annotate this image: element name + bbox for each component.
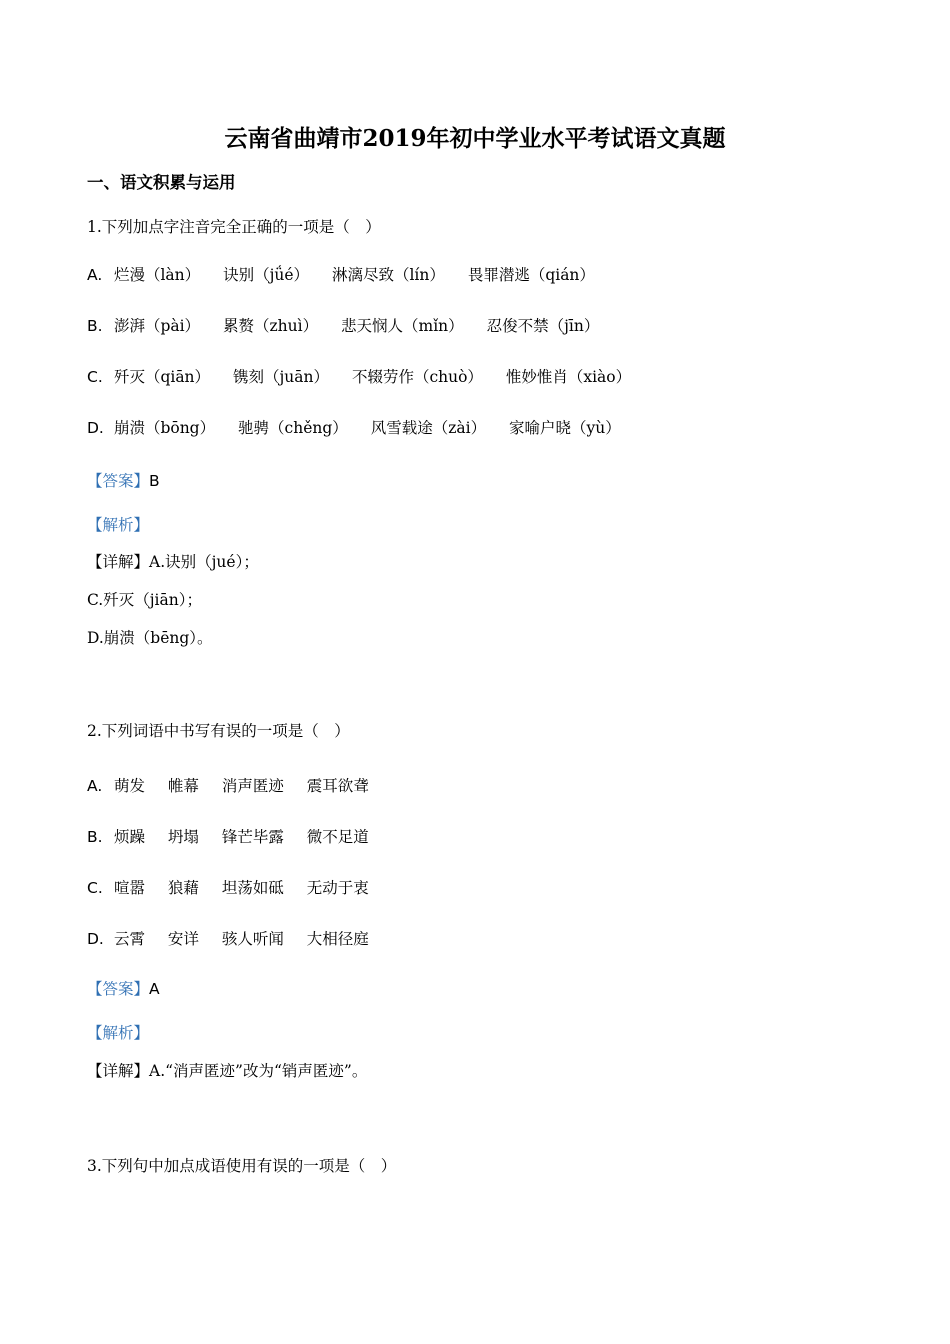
option-item: 诀别（jǘé） <box>223 266 310 284</box>
option-item: 大相径庭 <box>306 930 369 948</box>
option-item: 云霄 <box>113 930 145 948</box>
option-item: 萌发 <box>113 777 145 795</box>
option-item: 烦躁 <box>113 828 145 846</box>
option-letter: D. <box>87 930 104 948</box>
option-item: 累赘（zhuì） <box>223 317 319 335</box>
question-2-analysis-tag: 【解析】 <box>87 1024 150 1042</box>
option-item: 狼藉 <box>167 879 199 897</box>
question-2-answer <box>87 978 160 1000</box>
option-item: 锋芒毕露 <box>221 828 284 846</box>
option-item: 烂漫（làn） <box>113 266 201 284</box>
option-item: 淋漓尽致（lín） <box>331 266 445 284</box>
question-1-option-b <box>87 315 617 337</box>
option-letter: B. <box>87 828 103 846</box>
option-item: 骇人听闻 <box>221 930 284 948</box>
option-item: 不辍劳作（chuò） <box>351 368 483 386</box>
answer-tag: 【答案】 <box>87 980 150 998</box>
option-item: 坦荡如砥 <box>221 879 284 897</box>
question-2-option-c <box>87 877 387 899</box>
option-letter: A. <box>87 266 103 284</box>
option-item: 惟妙惟肖（xiào） <box>505 368 632 386</box>
option-item: 微不足道 <box>306 828 369 846</box>
page-title: 云南省曲靖市2019年初中学业水平考试语文真题 <box>224 125 726 152</box>
question-3-stem: 3.下列句中加点成语使用有误的一项是（ ） <box>87 1157 397 1175</box>
option-item: 镌刻（juān） <box>232 368 329 386</box>
question-1-detail-1: 【详解】A.诀别（jué）； <box>87 553 259 571</box>
option-letter: C. <box>87 879 103 897</box>
question-2-stem: 2.下列词语中书写有误的一项是（ ） <box>87 722 350 740</box>
option-item: 喧嚣 <box>113 879 145 897</box>
option-letter: D. <box>87 419 104 437</box>
answer-value: A <box>149 980 160 998</box>
question-2-detail: 【详解】A.“消声匿迹”改为“销声匿迹”。 <box>87 1062 368 1080</box>
answer-tag: 【答案】 <box>87 472 150 490</box>
option-item: 震耳欲聋 <box>306 777 369 795</box>
question-1-detail-3: D.崩溃（bēng）。 <box>87 629 213 647</box>
question-2-option-b <box>87 826 387 848</box>
option-item: 无动于衷 <box>306 879 369 897</box>
option-item: 帷幕 <box>167 777 199 795</box>
option-item: 歼灭（qiān） <box>113 368 211 386</box>
question-1-answer <box>87 470 160 492</box>
question-2-option-d <box>87 928 387 950</box>
option-item: 悲天悯人（mǐn） <box>341 317 464 335</box>
option-item: 忍俊不禁（jīn） <box>486 317 600 335</box>
option-item: 家喻户晓（yù） <box>509 419 621 437</box>
question-1-analysis-tag: 【解析】 <box>87 516 150 534</box>
option-item: 安详 <box>167 930 199 948</box>
option-item: 畏罪潜逃（qián） <box>467 266 595 284</box>
option-item: 驰骋（chěng） <box>238 419 348 437</box>
question-1-option-c <box>87 366 649 388</box>
option-item: 风雪载途（zài） <box>370 419 487 437</box>
option-item: 消声匿迹 <box>221 777 284 795</box>
option-item: 崩溃（bōng） <box>113 419 216 437</box>
answer-value: B <box>149 472 160 490</box>
question-2-option-a <box>87 775 387 797</box>
question-1-option-a <box>87 264 613 286</box>
question-1-option-d <box>87 417 639 439</box>
question-1-stem: 1.下列加点字注音完全正确的一项是（ ） <box>87 218 381 236</box>
question-1-detail-2: C.歼灭（jiān）； <box>87 591 202 609</box>
option-item: 坍塌 <box>167 828 199 846</box>
option-item: 澎湃（pài） <box>113 317 201 335</box>
section-heading: 一、语文积累与运用 <box>87 173 236 192</box>
option-letter: C. <box>87 368 103 386</box>
option-letter: B. <box>87 317 103 335</box>
option-letter: A. <box>87 777 103 795</box>
